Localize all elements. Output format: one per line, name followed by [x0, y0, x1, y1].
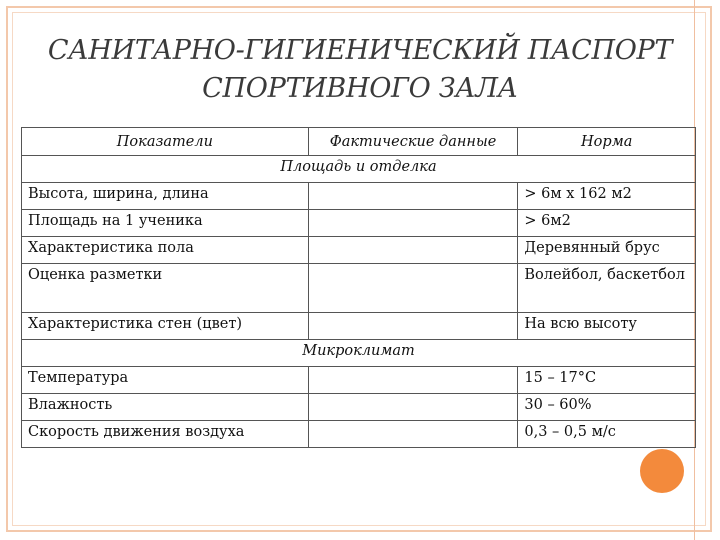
row-actual-cell: [308, 210, 518, 237]
row-label: Характеристика стен (цвет): [22, 313, 309, 340]
row-norm: 15 – 17°С: [518, 367, 696, 394]
row-norm: 30 – 60%: [518, 394, 696, 421]
table-row: [22, 394, 696, 421]
table-row: [22, 183, 696, 210]
section-title-area: Площадь и отделка: [22, 156, 696, 183]
header-indicators: Показатели: [22, 128, 309, 156]
table-row: [22, 264, 696, 313]
row-norm: На всю высоту: [518, 313, 696, 340]
header-row: [22, 128, 696, 156]
row-label: Характеристика пола: [22, 237, 309, 264]
row-norm: > 6м2: [518, 210, 696, 237]
accent-circle: [640, 449, 684, 493]
row-norm: > 6м х 162 м2: [518, 183, 696, 210]
table-row: [22, 210, 696, 237]
row-actual-cell: [308, 264, 518, 313]
section-row: [22, 156, 696, 183]
section-title-microclimate: Микроклимат: [22, 340, 696, 367]
page-title: [24, 32, 696, 108]
header-actual: Фактические данные: [308, 128, 518, 156]
row-actual-cell: [308, 421, 518, 448]
row-actual-cell: [308, 183, 518, 210]
row-label: Оценка разметки: [22, 264, 309, 313]
title-line-1: САНИТАРНО-ГИГИЕНИЧЕСКИЙ ПАСПОРТ: [47, 35, 673, 66]
row-label: Площадь на 1 ученика: [22, 210, 309, 237]
table-row: [22, 421, 696, 448]
row-actual-cell: [308, 394, 518, 421]
title-line-2: СПОРТИВНОГО ЗАЛА: [202, 73, 518, 104]
row-actual-cell: [308, 313, 518, 340]
row-norm: Деревянный брус: [518, 237, 696, 264]
table-row: [22, 237, 696, 264]
row-actual-cell: [308, 237, 518, 264]
passport-table: [21, 127, 696, 448]
row-norm: Волейбол, баскетбол: [518, 264, 696, 313]
row-actual-cell: [308, 367, 518, 394]
row-label: Скорость движения воздуха: [22, 421, 309, 448]
row-label: Высота, ширина, длина: [22, 183, 309, 210]
row-label: Влажность: [22, 394, 309, 421]
table-row: [22, 367, 696, 394]
table-row: [22, 313, 696, 340]
section-row: [22, 340, 696, 367]
row-norm: 0,3 – 0,5 м/с: [518, 421, 696, 448]
row-label: Температура: [22, 367, 309, 394]
header-norm: Норма: [518, 128, 696, 156]
